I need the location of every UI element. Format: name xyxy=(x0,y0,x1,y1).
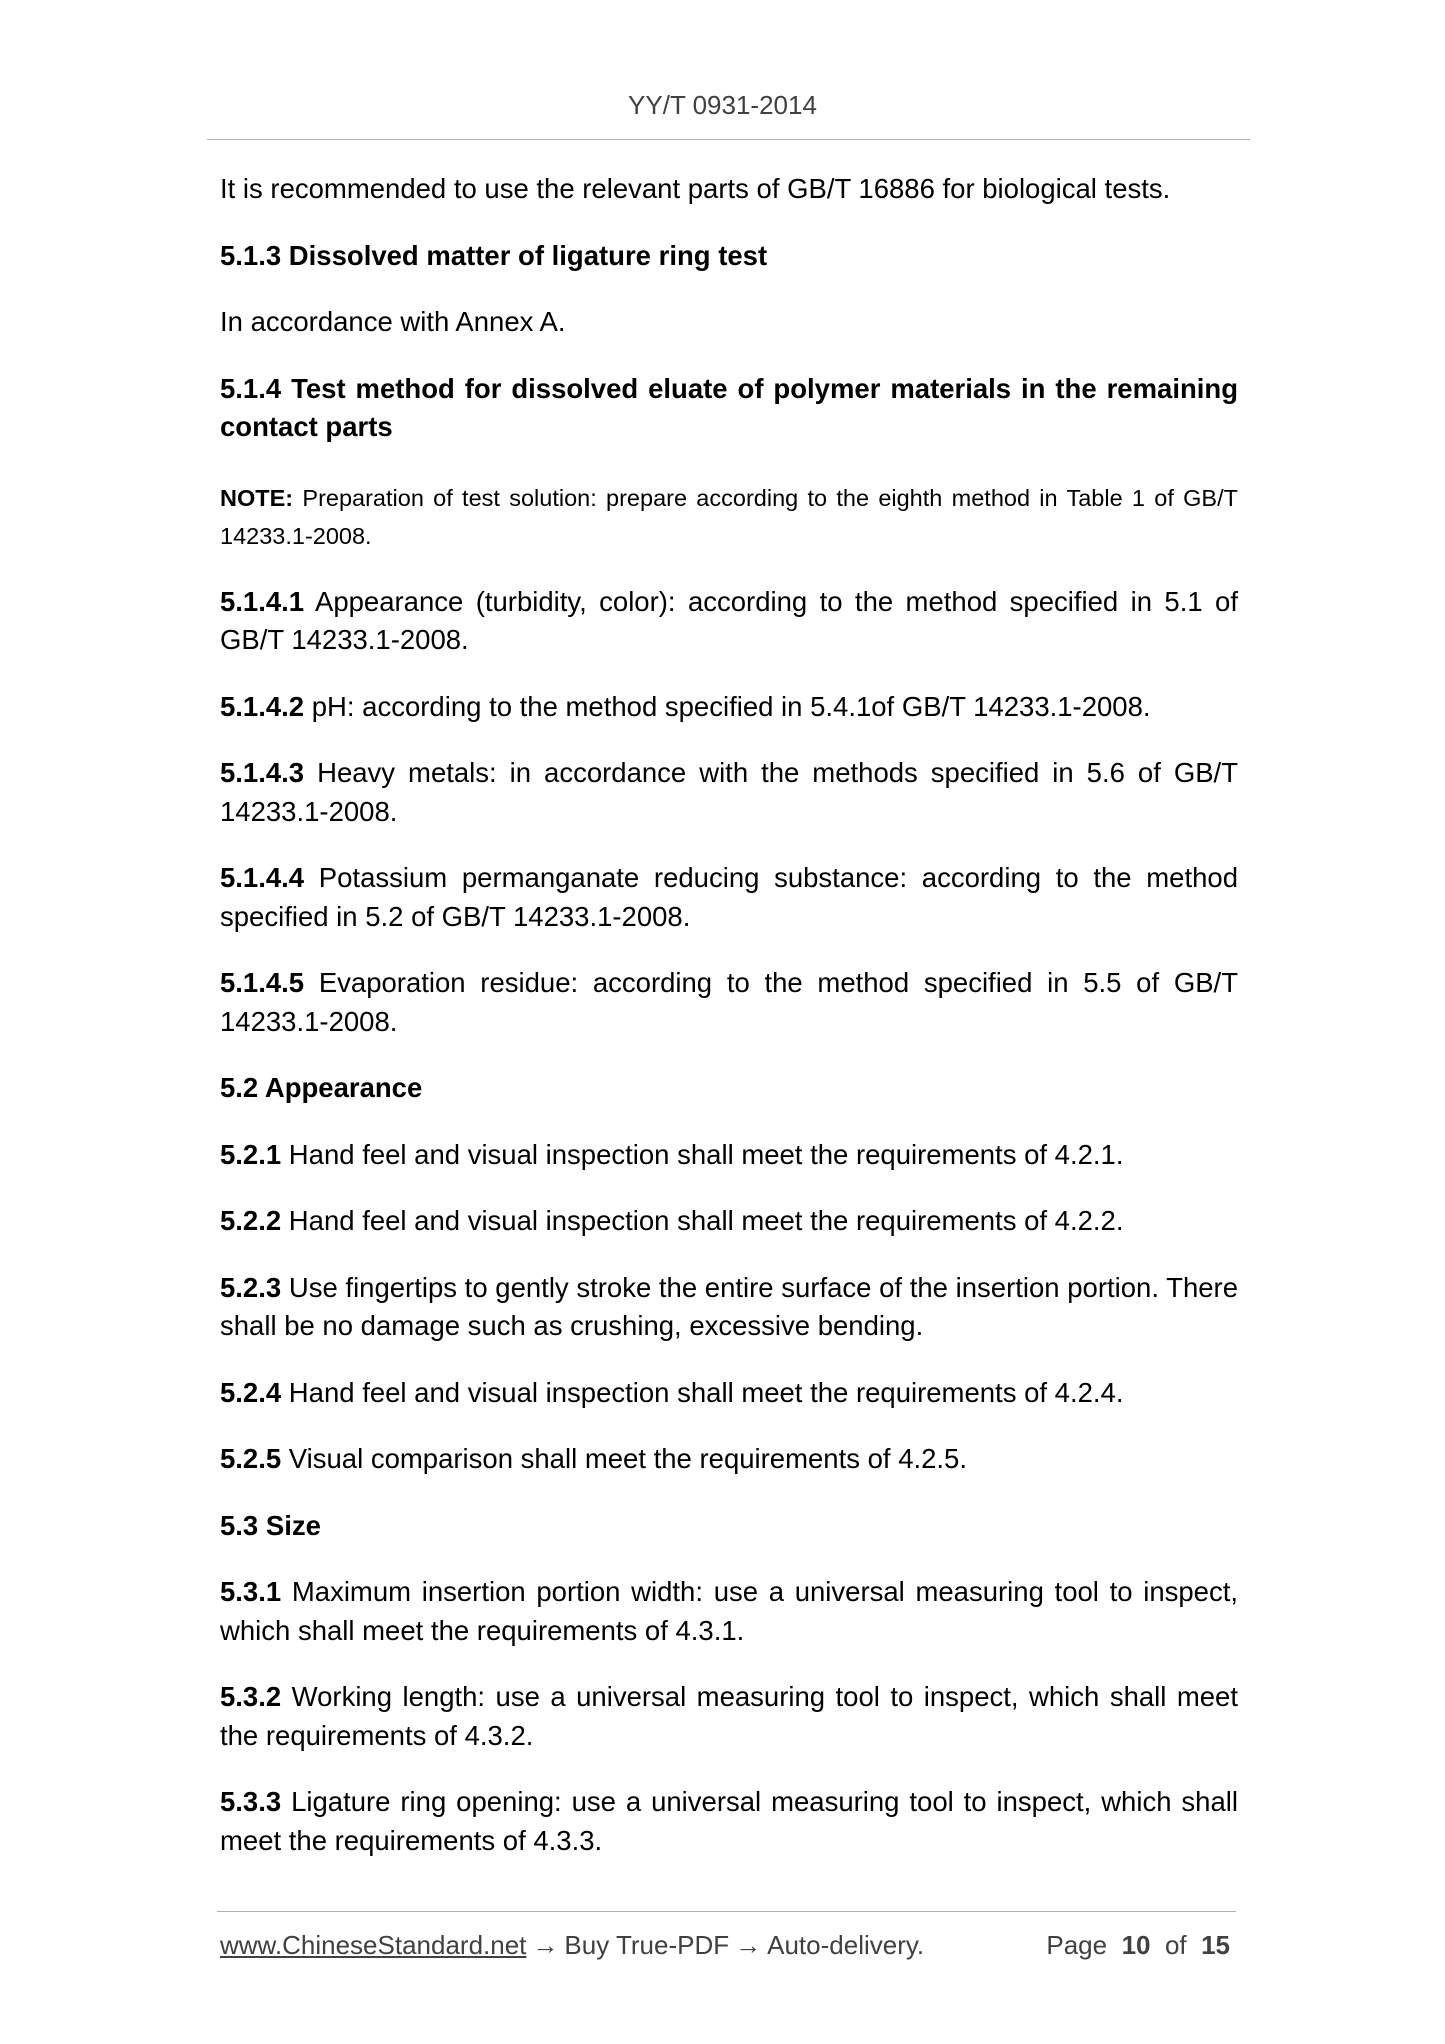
clause-number: 5.1.4.4 xyxy=(220,862,305,893)
auto-delivery-text: Auto-delivery. xyxy=(767,1930,925,1960)
page-of-label: of xyxy=(1164,1930,1187,1960)
clause-5-1-4-4 xyxy=(220,859,1238,936)
arrow-right-icon: → xyxy=(735,1930,762,1960)
clause-number: 5.2.1 xyxy=(220,1138,282,1170)
website-link[interactable]: www.ChineseStandard.net xyxy=(220,1930,527,1960)
heading-5-1-4: 5.1.4 Test method for dissolved eluate of polymer materials in the remaining contact parts xyxy=(220,372,1238,442)
footer-divider xyxy=(217,1911,1236,1912)
clause-5-3-2 xyxy=(220,1678,1238,1755)
clause-text: Evaporation residue: according to the method specified in 5.5 of GB/T 14233.1-2008. xyxy=(220,967,1238,1037)
clause-number: 5.1.4.5 xyxy=(220,967,305,998)
clause-text: Heavy metals: in accordance with the methods specified in 5.6 of GB/T 14233.1-2008. xyxy=(220,757,1238,827)
clause-text: Ligature ring opening: use a universal measuring tool to inspect, which shall meet the requirements of 4.3.3. xyxy=(220,1786,1238,1856)
clause-number: 5.3.2 xyxy=(220,1681,282,1712)
note-paragraph xyxy=(220,479,1238,555)
clause-text: Appearance (turbidity, color): according to the method specified in 5.1 of GB/T 14233.1-2008. xyxy=(220,585,1238,655)
clause-5-2-4 xyxy=(220,1374,1238,1413)
clause-text: Maximum insertion portion width: use a universal measuring tool to inspect, which shall meet the requirements of 4.3.1. xyxy=(220,1576,1238,1646)
page-footer xyxy=(220,1930,1234,1961)
clause-number: 5.3.1 xyxy=(220,1576,282,1607)
clause-number: 5.3.3 xyxy=(220,1786,282,1817)
page-current: 10 xyxy=(1121,1930,1151,1960)
paragraph-biological-tests: It is recommended to use the relevant parts of GB/T 16886 for biological tests. xyxy=(220,173,1171,204)
page-header-doc-id: YY/T 0931-2014 xyxy=(628,90,817,120)
clause-5-2-3 xyxy=(220,1269,1238,1346)
arrow-right-icon: → xyxy=(532,1930,559,1960)
clause-text: Use fingertips to gently stroke the entire surface of the insertion portion. There shall be no damage such as crushing, excessive bending. xyxy=(220,1271,1238,1341)
heading-5-2: 5.2 Appearance xyxy=(220,1072,423,1103)
page-indicator xyxy=(1046,1930,1230,1961)
clause-5-3-1 xyxy=(220,1573,1238,1650)
header-divider xyxy=(207,139,1250,140)
clause-5-1-4-2 xyxy=(220,688,1238,727)
clause-number: 5.2.4 xyxy=(220,1376,282,1408)
note-label: NOTE: xyxy=(220,484,294,511)
clause-number: 5.2.2 xyxy=(220,1205,282,1236)
clause-number: 5.2.5 xyxy=(220,1443,282,1474)
clause-text: Hand feel and visual inspection shall meet the requirements of 4.2.4. xyxy=(281,1376,1124,1408)
heading-5-1-3: 5.1.3 Dissolved matter of ligature ring test xyxy=(220,239,768,271)
clause-5-2-2 xyxy=(220,1202,1238,1241)
page-total: 15 xyxy=(1201,1930,1230,1960)
clause-text: Working length: use a universal measuring tool to inspect, which shall meet the requirements of 4.3.2. xyxy=(220,1681,1238,1751)
clause-number: 5.1.4.1 xyxy=(220,585,305,617)
paragraph-5-1-3: In accordance with Annex A. xyxy=(220,306,566,337)
note-text: Preparation of test solution: prepare according to the eighth method in Table 1 of GB/T 14233.1-2008. xyxy=(220,484,1238,549)
clause-text: Visual comparison shall meet the requirements of 4.2.5. xyxy=(281,1443,967,1474)
page-label: Page xyxy=(1046,1930,1108,1960)
clause-5-1-4-3 xyxy=(220,754,1238,831)
clause-5-3-3 xyxy=(220,1783,1238,1860)
clause-number: 5.2.3 xyxy=(220,1271,282,1303)
clause-text: Hand feel and visual inspection shall meet the requirements of 4.2.1. xyxy=(281,1138,1124,1170)
clause-text: pH: according to the method specified in 5.4.1of GB/T 14233.1-2008. xyxy=(304,690,1151,722)
clause-5-1-4-1 xyxy=(220,583,1238,660)
heading-5-3: 5.3 Size xyxy=(220,1509,321,1541)
clause-5-2-1 xyxy=(220,1136,1238,1175)
clause-5-1-4-5 xyxy=(220,964,1238,1041)
clause-text: Potassium permanganate reducing substance: according to the method specified in 5.2 of GB/T 14233.1-2008. xyxy=(220,862,1238,932)
clause-number: 5.1.4.3 xyxy=(220,757,305,788)
document-body xyxy=(220,170,1238,1860)
buy-true-pdf-text: Buy True-PDF xyxy=(564,1930,730,1960)
clause-5-2-5 xyxy=(220,1440,1238,1479)
clause-text: Hand feel and visual inspection shall meet the requirements of 4.2.2. xyxy=(281,1205,1124,1236)
clause-number: 5.1.4.2 xyxy=(220,690,305,722)
